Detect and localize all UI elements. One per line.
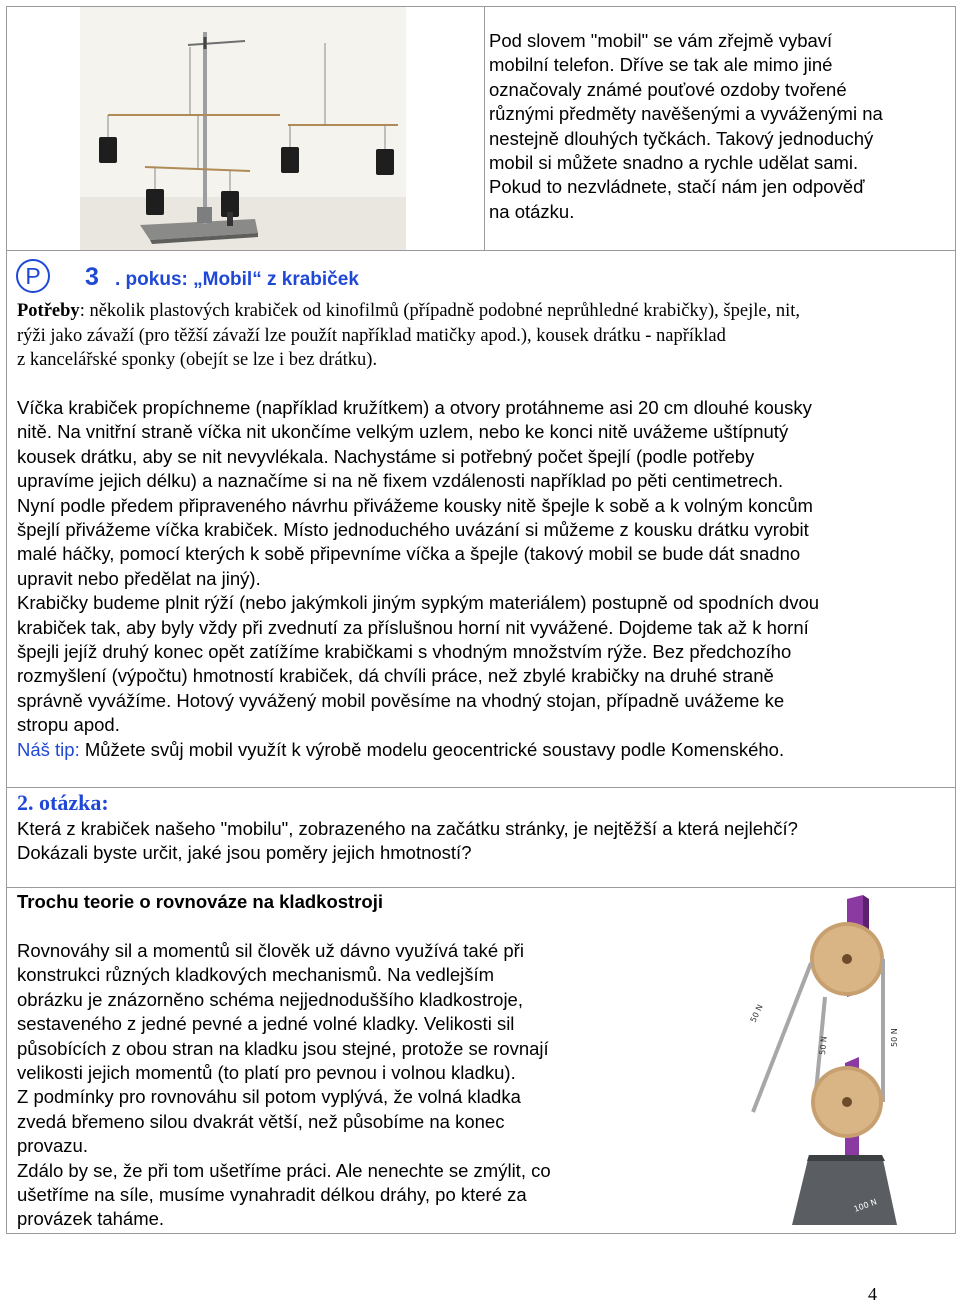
instruction-line: správně vyvážíme. Hotový vyvážený mobil pověsíme na vhodný stojan, případně uvážeme ke	[17, 689, 785, 711]
instruction-line: malé háčky, pomocí kterých k sobě připevníme víčka a špejle (takový mobil se bude dát snadno	[17, 543, 801, 565]
theory-section	[6, 887, 956, 1234]
tip-text: Můžete svůj mobil využít k výrobě modelu geocentrické soustavy podle Komenského.	[79, 738, 785, 760]
intro-line: mobilní telefon. Dříve se tak ale mimo jiné	[489, 54, 833, 76]
theory-line: obrázku je znázorněno schéma nejjednoduššího kladkostroje,	[17, 988, 523, 1010]
experiment-section	[6, 249, 956, 788]
load-weight	[792, 1155, 897, 1225]
column-divider	[484, 7, 485, 250]
right-rope-force-label: 50 N	[890, 1028, 899, 1047]
tip-line	[17, 738, 947, 762]
theory-line: ušetříme na síle, musíme vynahradit délkou dráhy, po které za	[17, 1184, 527, 1206]
page-number: 4	[868, 1284, 877, 1304]
theory-line: Rovnováhy sil a momentů sil člověk už dávno využívá také při	[17, 940, 524, 961]
pull-force-label: 50 N	[748, 1003, 765, 1024]
theory-line: konstrukci různých kladkových mechanismů. Na vedlejším	[17, 964, 495, 986]
experiment-number: 3	[85, 263, 99, 291]
theory-line: provazu.	[17, 1135, 88, 1157]
experiment-title: . pokus: „Mobil“ z krabiček	[115, 269, 359, 290]
intro-line: označovaly známé pouťové ozdoby tvořené	[489, 78, 847, 100]
theory-line: působících z obou stran na kladku jsou stejné, protože se rovnají	[17, 1037, 549, 1059]
intro-line: mobil si můžete snadno a rychle udělat sami.	[489, 152, 859, 174]
needs-paragraph	[17, 299, 942, 373]
question-text	[17, 817, 947, 866]
theory-line: provázek taháme.	[17, 1208, 165, 1230]
hanging-mobile-photo	[80, 7, 406, 250]
question-line: Která z krabiček našeho "mobilu", zobrazeného na začátku stránky, je nejtěžší a která nejlehčí?	[17, 818, 798, 839]
instruction-line: upravit nebo předělat na jiný).	[17, 567, 261, 589]
needs-label: Potřeby	[17, 301, 80, 321]
instruction-line: Krabičky budeme plnit rýží (nebo jakýmkoli jiným sypkým materiálem) postupně od spodních dvou	[17, 592, 820, 614]
instructions-paragraph	[17, 396, 947, 762]
instruction-line: Víčka krabiček propíchneme (například kružítkem) a otvory protáhneme asi 20 cm dlouhé kousky	[17, 397, 812, 418]
theory-line: Z podmínky pro rovnováhu sil potom vyplývá, že volná kladka	[17, 1086, 521, 1108]
theory-line: sestaveného z jedné pevné a jedné volné kladky. Velikosti sil	[17, 1013, 515, 1035]
pulley-diagram	[697, 887, 947, 1232]
needs-line	[17, 299, 942, 324]
instruction-line: upravíme jejich délku) a naznačíme si na ně fixem vzdálenosti například po pěti centimetrech.	[17, 470, 784, 492]
intro-table	[6, 6, 956, 251]
intro-line: různými předměty navěšenými a vyváženými na	[489, 103, 883, 125]
pull-rope	[753, 963, 811, 1112]
question-section	[6, 787, 956, 888]
experiment-icon-letter: P	[25, 263, 41, 289]
instruction-line: kousek drátku, aby se nit nevyvlékala. Nachystáme si potřebný počet špejlí (podle potřeby	[17, 445, 755, 467]
needs-line: z kancelářské sponky (obejít se lze i bez drátku).	[17, 350, 378, 370]
load-force-label: 100 N	[852, 1197, 879, 1214]
theory-paragraph	[17, 939, 647, 1232]
theory-title: Trochu teorie o rovnováze na kladkostroji	[17, 891, 383, 912]
instruction-line: nitě. Na vnitřní straně víčka nit ukončíme velkým uzlem, nebo ke konci nitě uvážeme uštípnutý	[17, 421, 789, 443]
experiment-p-icon	[15, 258, 51, 294]
instruction-line: krabiček tak, aby byly vždy při zvednutí za příslušnou horní nit vyvážené. Dojdeme tak až k horní	[17, 616, 809, 638]
needs-text: : několik plastových krabiček od kinofilmů (případně podobné neprůhledné krabičky), špejle, nit,	[79, 301, 800, 321]
intro-line: nestejně dlouhých tyčkách. Takový jednoduchý	[489, 127, 874, 149]
intro-line: Pokud to nezvládnete, stačí nám jen odpověď	[489, 176, 865, 198]
instruction-line: špejlí přivážeme víčka krabiček. Místo jednoduchého uvázání si můžeme z kousku drátku vyrobit	[17, 519, 809, 541]
needs-line: rýži jako závaží (pro těžší závaží lze použít například matičky apod.), kousek drátku - například	[17, 325, 726, 346]
intro-line: Pod slovem "mobil" se vám zřejmě vybaví	[489, 30, 833, 51]
tip-label: Náš tip:	[17, 738, 80, 760]
instruction-line: rozmyšlení (výpočtu) hmotností krabiček, dá chvíli práce, než zbylé krabičky na druhé straně	[17, 665, 774, 687]
theory-line: zvedá břemeno silou dvakrát větší, než působíme na konec	[17, 1110, 505, 1132]
theory-line: velikosti jejich momentů (to platí pro pevnou i volnou kladku).	[17, 1062, 516, 1084]
theory-line: Zdálo by se, že při tom ušetříme práci. Ale nenechte se zmýlit, co	[17, 1159, 551, 1181]
question-title: 2. otázka:	[17, 790, 109, 815]
instruction-line: Nyní podle předem připraveného návrhu přivážeme kousky nitě špejle k sobě a k volným koncům	[17, 494, 813, 516]
left-rope-force-label: 50 N	[818, 1035, 829, 1056]
instruction-line: stropu apod.	[17, 714, 120, 736]
intro-line: na otázku.	[489, 200, 575, 222]
question-line: Dokázali byste určit, jaké jsou poměry jejich hmotností?	[17, 842, 472, 864]
instruction-line: špejli jejíž druhý konec opět zatížíme krabičkami s vhodným množstvím rýže. Bez předchozího	[17, 641, 792, 663]
intro-paragraph	[489, 29, 947, 224]
